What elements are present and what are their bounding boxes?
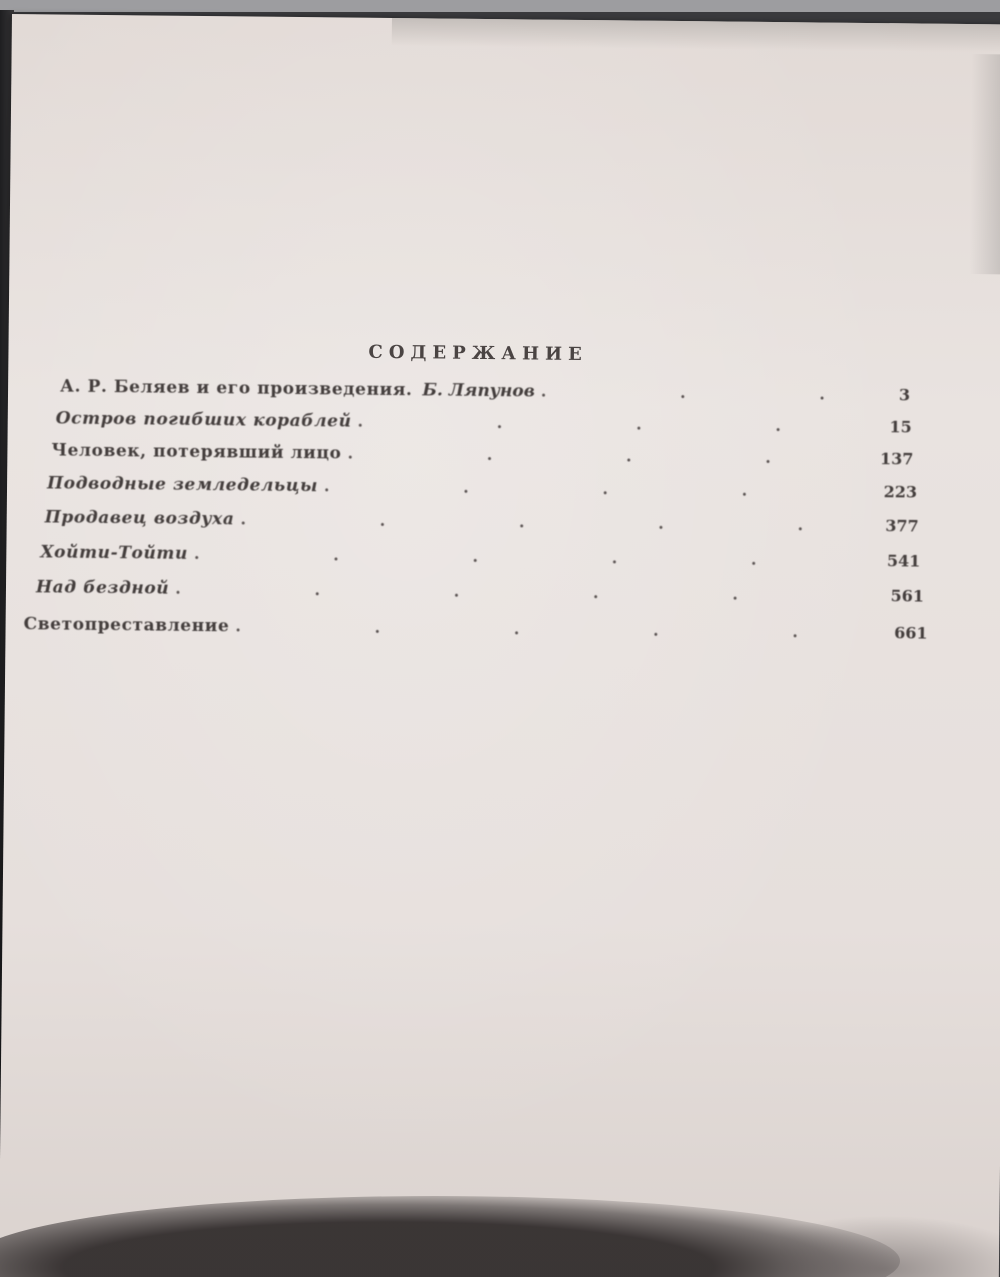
toc-leader-dots xyxy=(541,382,858,404)
toc-entry-title: Над бездной xyxy=(35,577,170,599)
toc-page-number: 223 xyxy=(883,482,918,502)
toc-entry-title: Хойти-Тойти xyxy=(40,542,189,564)
toc-page-number: 541 xyxy=(886,551,921,571)
toc-entry-title: Человек, потерявший лицо xyxy=(51,440,342,464)
toc-entry-title: Остров погибших кораблей xyxy=(55,408,352,432)
toc-entry-author: Б. Ляпунов xyxy=(422,380,535,402)
toc-page-number: 661 xyxy=(894,623,928,643)
table-of-contents xyxy=(0,14,1000,1277)
toc-title: СОДЕРЖАНИЕ xyxy=(368,341,588,366)
toc-entry-6 xyxy=(40,542,920,579)
top-strip xyxy=(0,0,1000,12)
hand-shadow-fringe xyxy=(780,1215,1000,1277)
toc-leader-dots xyxy=(324,476,865,501)
toc-page-number: 377 xyxy=(885,516,919,536)
toc-entry-7 xyxy=(36,577,924,614)
toc-leader-dots xyxy=(357,412,859,436)
toc-entry-8 xyxy=(23,614,927,651)
toc-page-number: 15 xyxy=(889,417,912,437)
toc-entry-title: А. Р. Беляев и его произведения. xyxy=(59,376,413,401)
toc-entry-1 xyxy=(60,377,910,414)
toc-leader-dots xyxy=(240,509,866,535)
toc-entry-3 xyxy=(51,440,913,477)
toc-entry-title: Подводные земледельцы xyxy=(46,473,319,497)
toc-leader-dots xyxy=(175,579,872,605)
toc-entry-title: Светопреставление xyxy=(23,614,230,637)
toc-page-number: 3 xyxy=(898,385,911,405)
toc-page-number: 561 xyxy=(890,586,925,606)
toc-entry-2 xyxy=(56,408,912,445)
toc-entry-title: Продавец воздуха xyxy=(44,507,235,530)
book-page xyxy=(0,14,1000,1277)
toc-entry-4 xyxy=(47,473,917,510)
toc-entry-5 xyxy=(45,507,919,544)
toc-page-number: 137 xyxy=(879,449,914,469)
toc-leader-dots xyxy=(194,544,869,570)
toc-leader-dots xyxy=(347,444,861,468)
toc-leader-dots xyxy=(235,616,875,642)
